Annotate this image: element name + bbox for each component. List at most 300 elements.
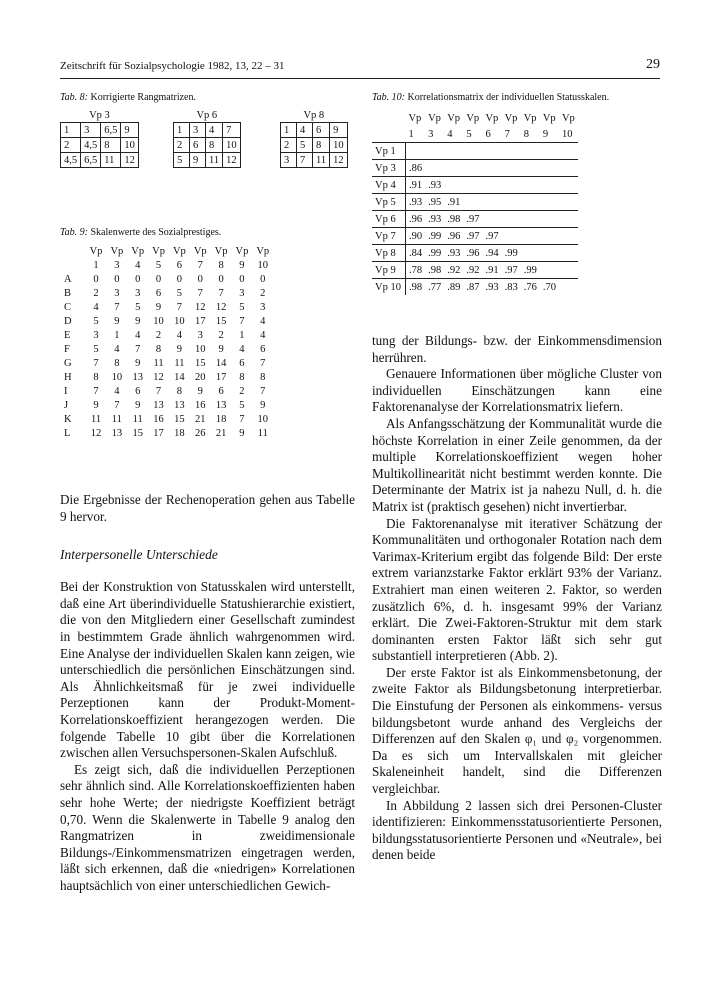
table-cell: .89 — [444, 279, 463, 296]
column-header-number: 9 — [542, 128, 549, 140]
table-cell: 5 — [93, 315, 99, 327]
rank-cell: 10 — [330, 138, 348, 153]
table-cell: 20 — [194, 371, 206, 383]
column-header: Vp — [561, 112, 575, 124]
table-cell: 9 — [239, 427, 245, 439]
column-header-number: 1 — [93, 259, 99, 271]
table-cell: .90 — [405, 228, 425, 245]
table-cell: 15 — [174, 413, 185, 425]
table-cell: 16 — [153, 413, 164, 425]
table-cell: .91 — [482, 262, 501, 279]
table-cell: 4 — [93, 301, 99, 313]
rank-matrix-vp3 — [60, 109, 139, 168]
rank-cell: 2 — [61, 138, 81, 153]
table-cell: 0 — [197, 273, 203, 285]
table-cell: 16 — [194, 399, 206, 411]
empty-cell — [502, 143, 521, 160]
table-cell: 10 — [257, 413, 269, 425]
table-cell: 11 — [174, 357, 185, 369]
table-cell: 12 — [194, 301, 206, 313]
empty-cell — [482, 194, 501, 211]
right-paragraph-6: In Abbildung 2 lassen sich drei Personen-Cluster identifizieren: Einkommensstatusorientierte Personen, bildungsstatusorientierte Personen und «Neutrale», bei denen beide — [372, 797, 662, 863]
row-label: Vp 9 — [372, 262, 405, 279]
row-label: I — [64, 385, 68, 397]
rank-matrix-title: Vp 6 — [196, 110, 218, 121]
row-label: J — [64, 399, 69, 411]
table-cell: .98 — [405, 279, 425, 296]
rank-cell: 1 — [174, 123, 190, 138]
table-cell: 9 — [114, 315, 120, 327]
rank-cell: 7 — [297, 153, 313, 168]
table-cell: 5 — [93, 343, 99, 355]
table-cell: 11 — [111, 413, 122, 425]
rank-cell: 10 — [121, 138, 139, 153]
rank-cell: 6 — [313, 123, 330, 138]
table-cell: 17 — [153, 427, 164, 439]
table-cell: 5 — [239, 399, 245, 411]
row-label: Vp 6 — [372, 211, 405, 228]
rank-matrix-title: Vp 8 — [303, 110, 325, 121]
table-cell: 2 — [218, 329, 224, 341]
table-cell: .91 — [444, 194, 463, 211]
table-cell: .97 — [463, 211, 482, 228]
rank-matrices — [60, 109, 355, 199]
table-cell: 8 — [155, 343, 162, 355]
table-cell: 18 — [215, 413, 227, 425]
table-cell: 7 — [135, 343, 141, 355]
empty-cell — [559, 143, 578, 160]
column-header-number: 5 — [466, 128, 472, 140]
rank-cell: 12 — [223, 153, 241, 168]
empty-cell — [405, 143, 425, 160]
column-header-number: 10 — [561, 128, 573, 140]
rank-cell: 9 — [330, 123, 348, 138]
row-label: Vp 7 — [372, 228, 405, 245]
column-header-number: 4 — [447, 128, 453, 140]
rank-cell: 8 — [206, 138, 223, 153]
right-column — [372, 92, 662, 864]
table-cell: 21 — [215, 427, 227, 439]
empty-cell — [502, 177, 521, 194]
empty-cell — [540, 245, 559, 262]
rank-cell: 4,5 — [61, 153, 81, 168]
empty-cell — [540, 262, 559, 279]
table-row — [372, 228, 578, 245]
table-cell: 6 — [135, 385, 141, 397]
table-cell: 6 — [155, 287, 162, 299]
rank-cell: 5 — [174, 153, 190, 168]
row-label: H — [64, 371, 72, 383]
table-cell: 9 — [260, 399, 266, 411]
rank-cell: 5 — [297, 138, 313, 153]
table-cell: 14 — [174, 371, 185, 383]
table-cell: .92 — [444, 262, 463, 279]
row-label: C — [64, 301, 72, 313]
corner-cell — [60, 244, 86, 258]
table-cell: 6 — [260, 343, 266, 355]
table-cell: 14 — [215, 357, 227, 369]
column-header-number: 3 — [428, 128, 434, 140]
table-cell: 4 — [135, 329, 141, 341]
table-cell: .93 — [482, 279, 501, 296]
rank-cell: 8 — [313, 138, 330, 153]
table-cell: 0 — [155, 273, 162, 285]
table-cell: 9 — [135, 399, 141, 411]
table-cell: 6 — [239, 357, 245, 369]
table-cell: 8 — [260, 371, 266, 383]
table-cell: 7 — [155, 385, 162, 397]
column-header: Vp — [408, 112, 422, 124]
table-cell: 7 — [260, 357, 266, 369]
table-cell: 9 — [93, 399, 99, 411]
empty-cell — [540, 211, 559, 228]
empty-cell — [444, 177, 463, 194]
row-label: Vp 8 — [372, 245, 405, 262]
table-row — [372, 194, 578, 211]
column-header-number: 6 — [176, 259, 183, 271]
table-row — [372, 211, 578, 228]
table-cell: 0 — [135, 273, 141, 285]
right-paragraph-5: Der erste Faktor ist als Einkommensbetonung, der zweite Faktor als Bildungsbetonung interpretierbar. Die Einstufung der Personen als einkommens- versus bildungsbetont wurde anhand des Vergleichs der Differenzen auf den Skalen φ₁ und φ₂ vorgenommen. Da es sich um Intervallskalen mit gleicher Skaleneinheit handelt, sind die Differenzen vergleichbar. — [372, 664, 662, 797]
table-cell: 1 — [114, 329, 120, 341]
rank-cell: 8 — [101, 138, 121, 153]
table-cell: 13 — [174, 399, 185, 411]
rank-matrix-title: Vp 3 — [89, 110, 110, 121]
table-row — [372, 160, 578, 177]
table-cell: .77 — [425, 279, 444, 296]
table-cell: .92 — [463, 262, 482, 279]
rank-cell: 11 — [206, 153, 223, 168]
table-row — [372, 279, 578, 296]
table-cell: .84 — [405, 245, 425, 262]
tab8-caption — [60, 92, 355, 103]
table-cell: 1 — [239, 329, 245, 341]
table-row — [60, 426, 273, 440]
table-cell: .95 — [425, 194, 444, 211]
table-cell: 0 — [114, 273, 120, 285]
column-header: Vp — [466, 112, 480, 124]
table-cell: .96 — [463, 245, 482, 262]
table-cell: 7 — [93, 385, 99, 397]
row-label: F — [64, 343, 70, 355]
table-cell: 7 — [239, 413, 245, 425]
row-label: Vp 1 — [372, 143, 405, 160]
empty-cell — [463, 160, 482, 177]
row-label: G — [64, 357, 72, 369]
rank-cell: 11 — [313, 153, 330, 168]
column-header: Vp — [485, 112, 499, 124]
column-header: Vp — [504, 112, 518, 124]
row-label: L — [64, 427, 71, 439]
empty-cell — [540, 177, 559, 194]
empty-cell — [502, 160, 521, 177]
column-header-number: 7 — [197, 259, 203, 271]
table-cell: 5 — [135, 301, 141, 313]
rank-cell: 3 — [81, 123, 101, 138]
table-row — [372, 245, 578, 262]
table-cell: 10 — [153, 315, 164, 327]
column-header: Vp — [447, 112, 461, 124]
row-label: K — [64, 413, 72, 425]
table-cell: .86 — [405, 160, 425, 177]
left-paragraph-1: Die Ergebnisse der Rechenoperation gehen aus Tabelle 9 hervor. — [60, 492, 355, 524]
table-cell: 9 — [135, 357, 141, 369]
tab8-label: Tab. 8: — [60, 92, 88, 103]
column-header-number: 10 — [257, 259, 269, 271]
empty-cell — [559, 194, 578, 211]
column-header: Vp — [235, 245, 249, 257]
table-cell: 5 — [239, 301, 245, 313]
empty-cell — [559, 160, 578, 177]
row-label: Vp 4 — [372, 177, 405, 194]
empty-cell — [482, 177, 501, 194]
tab8-caption-text: Korrigierte Rangmatrizen. — [90, 92, 196, 103]
table-cell: 17 — [194, 315, 206, 327]
column-header: Vp — [152, 245, 165, 257]
empty-cell — [444, 160, 463, 177]
tab9-label: Tab. 9: — [60, 227, 88, 238]
column-header: Vp — [256, 245, 270, 257]
table-cell: 11 — [90, 413, 102, 425]
empty-cell — [540, 143, 559, 160]
table-cell: 11 — [132, 413, 143, 425]
table-cell: 12 — [90, 427, 102, 439]
empty-cell — [521, 160, 540, 177]
empty-cell — [559, 177, 578, 194]
table-row — [60, 356, 273, 370]
rank-cell: 6 — [190, 138, 206, 153]
column-header: Vp — [523, 112, 537, 124]
rank-cell: 9 — [190, 153, 206, 168]
table-cell: 7 — [176, 301, 183, 313]
column-header-number: 1 — [408, 128, 414, 140]
table-cell: 15 — [194, 357, 206, 369]
empty-cell — [559, 245, 578, 262]
rank-cell: 6,5 — [101, 123, 121, 138]
column-header-number: 3 — [114, 259, 120, 271]
table-cell: 21 — [194, 413, 206, 425]
table-cell: .99 — [521, 262, 540, 279]
tab10-label: Tab. 10: — [372, 92, 405, 103]
table-cell: 0 — [176, 273, 183, 285]
table-cell: 10 — [174, 315, 185, 327]
section-heading: Interpersonelle Unterschiede — [60, 547, 218, 563]
column-header-number: 8 — [218, 259, 224, 271]
table-cell: .93 — [444, 245, 463, 262]
row-label: A — [64, 273, 72, 285]
table-cell: 18 — [174, 427, 185, 439]
column-header-number: 6 — [485, 128, 491, 140]
left-paragraph-3: Es zeigt sich, daß die individuellen Perzeptionen sehr ähnlich sind. Alle Korrelationskoeffizienten haben sehr hohe Werte; der niedrigste Koeffizient beträgt 0,70. Wenn die Skalenwerte in Tabelle 9 analog den Rangmatrizen in zweidimensionale Bildungs-/Einkommensmatrizen eingetragen werden, läßt sich erkennen, daß die «niedrigen» Korrelationen hauptsächlich von einer unterschiedlichen Gewich- — [60, 761, 355, 893]
page-number: 29 — [646, 57, 660, 72]
table-cell: 17 — [215, 371, 227, 383]
empty-cell — [521, 143, 540, 160]
column-header-number: 7 — [504, 128, 510, 140]
table-row — [60, 328, 273, 342]
table-row — [60, 286, 273, 300]
rank-cell: 2 — [281, 138, 297, 153]
table-row — [372, 143, 578, 160]
table-cell: .98 — [444, 211, 463, 228]
empty-cell — [425, 160, 444, 177]
right-paragraph-3: Als Anfangsschätzung der Kommunalität wurde die höchste Korrelation in einer Zeile genommen, da der multiple Korrelationskoeffizient wegen hoher Multikollinearität nicht bestimmt werden konnte. Die Determinante der Matrix ist ja nahezu Null, d. h. die Matrix ist (praktisch gesehen) nicht invertierbar. — [372, 415, 662, 514]
table-row — [372, 262, 578, 279]
empty-cell — [444, 143, 463, 160]
empty-cell — [502, 211, 521, 228]
table-cell: 0 — [218, 273, 224, 285]
column-header: Vp — [172, 245, 186, 257]
row-label: Vp 5 — [372, 194, 405, 211]
right-paragraph-1: tung der Bildungs- bzw. der Einkommensdimension herrühren. — [372, 333, 662, 365]
right-paragraph-4: Die Faktorenanalyse mit iterativer Schätzung der Kommunalitäten und orthogonaler Rotation nach dem Varimax-Kriterium ergibt das folgende Bild: Der erste extrem varianzstarke Faktor erklärt 93% der Varianz. Extrahiert man einen weiteren 2. Faktor, so werden zusätzlich 6%, d. h. insgesamt 99% der Varianz erklärt. Die Zwei-Faktoren-Struktur mit dem stark dominanten ersten Faktor läßt sich sehr gut substantiell interpretieren (Abb. 2). — [372, 515, 662, 664]
table-cell: 3 — [135, 287, 141, 299]
table-cell: .99 — [502, 245, 521, 262]
table-row — [60, 398, 273, 412]
table-row — [60, 300, 273, 314]
table-cell: 13 — [215, 399, 227, 411]
table-cell: 2 — [239, 385, 245, 397]
table-cell: .97 — [482, 228, 501, 245]
table-cell: 9 — [218, 343, 224, 355]
table-cell: .83 — [502, 279, 521, 296]
table-cell: 3 — [260, 301, 266, 313]
table-row — [60, 314, 273, 328]
rank-cell: 12 — [330, 153, 348, 168]
table-cell: .87 — [463, 279, 482, 296]
table-cell: .99 — [425, 245, 444, 262]
table-cell: .98 — [425, 262, 444, 279]
column-header: Vp — [214, 245, 228, 257]
empty-cell — [502, 194, 521, 211]
table-cell: 7 — [114, 301, 120, 313]
table-cell: 9 — [135, 315, 141, 327]
table-cell: .93 — [425, 211, 444, 228]
table-cell: .78 — [405, 262, 425, 279]
table-cell: 15 — [215, 315, 227, 327]
table-cell: .94 — [482, 245, 501, 262]
empty-cell — [425, 143, 444, 160]
rank-cell: 3 — [190, 123, 206, 138]
empty-cell — [559, 279, 578, 296]
table-cell: 7 — [197, 287, 203, 299]
empty-cell — [521, 194, 540, 211]
table-cell: .93 — [405, 194, 425, 211]
table-cell: 3 — [239, 287, 245, 299]
row-label: D — [64, 315, 72, 327]
table-cell: 2 — [155, 329, 162, 341]
table-cell: 0 — [260, 273, 266, 285]
table-cell: 13 — [132, 371, 143, 383]
right-paragraph-2: Genauere Informationen über mögliche Cluster von individuellen Einschätzungen kann eine Faktorenanalyse der Korrelationsmatrix liefern. — [372, 366, 662, 415]
column-header: Vp — [110, 245, 124, 257]
rank-cell: 2 — [174, 138, 190, 153]
table-cell: 4 — [114, 343, 120, 355]
table-cell: .96 — [444, 228, 463, 245]
table-cell: 3 — [93, 329, 99, 341]
empty-cell — [521, 245, 540, 262]
table-cell: 3 — [114, 287, 120, 299]
table-row — [60, 342, 273, 356]
rank-cell: 1 — [61, 123, 81, 138]
table-cell: 12 — [215, 301, 227, 313]
rank-cell: 7 — [223, 123, 241, 138]
table-cell: 3 — [197, 329, 203, 341]
empty-cell — [540, 228, 559, 245]
empty-cell — [482, 211, 501, 228]
table-cell: .97 — [463, 228, 482, 245]
table-cell: 7 — [93, 357, 99, 369]
empty-cell — [540, 160, 559, 177]
table-cell: 26 — [194, 427, 206, 439]
table-cell: 9 — [176, 343, 183, 355]
empty-cell — [521, 177, 540, 194]
table-cell: 13 — [111, 427, 123, 439]
table-cell: 8 — [239, 371, 245, 383]
journal-citation: Zeitschrift für Sozialpsychologie 1982, 13, 22 – 31 — [60, 60, 285, 72]
empty-cell — [463, 177, 482, 194]
table-cell: 4 — [114, 385, 120, 397]
table-cell: .96 — [405, 211, 425, 228]
empty-cell — [559, 262, 578, 279]
rank-cell: 4 — [206, 123, 223, 138]
column-header: Vp — [193, 245, 207, 257]
column-header: Vp — [89, 245, 103, 257]
column-header: Vp — [428, 112, 441, 124]
table-cell: .93 — [425, 177, 444, 194]
table-cell: 7 — [239, 315, 245, 327]
empty-cell — [559, 211, 578, 228]
tab9-caption — [60, 227, 355, 238]
table-cell: 4 — [260, 329, 266, 341]
table-cell: 10 — [111, 371, 123, 383]
table-cell: 8 — [93, 371, 99, 383]
table-cell: 7 — [114, 399, 120, 411]
left-column — [60, 92, 355, 894]
rank-matrix-vp8 — [280, 109, 348, 168]
rank-cell: 12 — [121, 153, 139, 168]
rank-cell: 9 — [121, 123, 139, 138]
empty-cell — [540, 194, 559, 211]
empty-cell — [502, 228, 521, 245]
tab10-caption-text: Korrelationsmatrix der individuellen Statusskalen. — [407, 92, 610, 103]
table-cell: 6 — [218, 385, 224, 397]
row-label: Vp 10 — [372, 279, 405, 296]
rank-matrix-vp6 — [173, 109, 241, 168]
corner-cell — [372, 110, 405, 126]
empty-cell — [463, 143, 482, 160]
table-cell: 9 — [155, 301, 162, 313]
table-cell: .99 — [425, 228, 444, 245]
column-header-number: 4 — [135, 259, 141, 271]
left-paragraph-2: Bei der Konstruktion von Statusskalen wird unterstellt, daß eine Art überindividuelle Statushierarchie existiert, die von den Mitgliedern einer Gesellschaft zumindest in bestimmtem Grade ähnlich wahrgenommen wird. Eine Analyse der individuellen Skalen kann zeigen, wie unterschiedlich die persönlichen Einschätzungen sind. Als Ähnlichkeitsmaß für je zwei individuelle Perzeptionen kann der Produkt-Moment-Korrelationskoeffizient herangezogen werden. Die folgende Tabelle 10 gibt über die Korrelationen zwischen allen Versuchspersonen-Skalen Aufschluß. — [60, 579, 355, 761]
table-cell: .76 — [521, 279, 540, 296]
table-cell: 0 — [239, 273, 245, 285]
row-label: E — [64, 329, 71, 341]
table-cell: .91 — [405, 177, 425, 194]
column-header-number: 5 — [155, 259, 162, 271]
table-cell: 0 — [93, 273, 99, 285]
column-header: Vp — [542, 112, 556, 124]
table-cell: 5 — [176, 287, 183, 299]
table-cell: 13 — [153, 399, 164, 411]
table-cell: 10 — [194, 343, 206, 355]
column-header: Vp — [131, 245, 145, 257]
table-cell: 4 — [260, 315, 266, 327]
empty-cell — [521, 211, 540, 228]
corner-cell — [60, 258, 86, 272]
empty-cell — [463, 194, 482, 211]
table-row — [60, 370, 273, 384]
